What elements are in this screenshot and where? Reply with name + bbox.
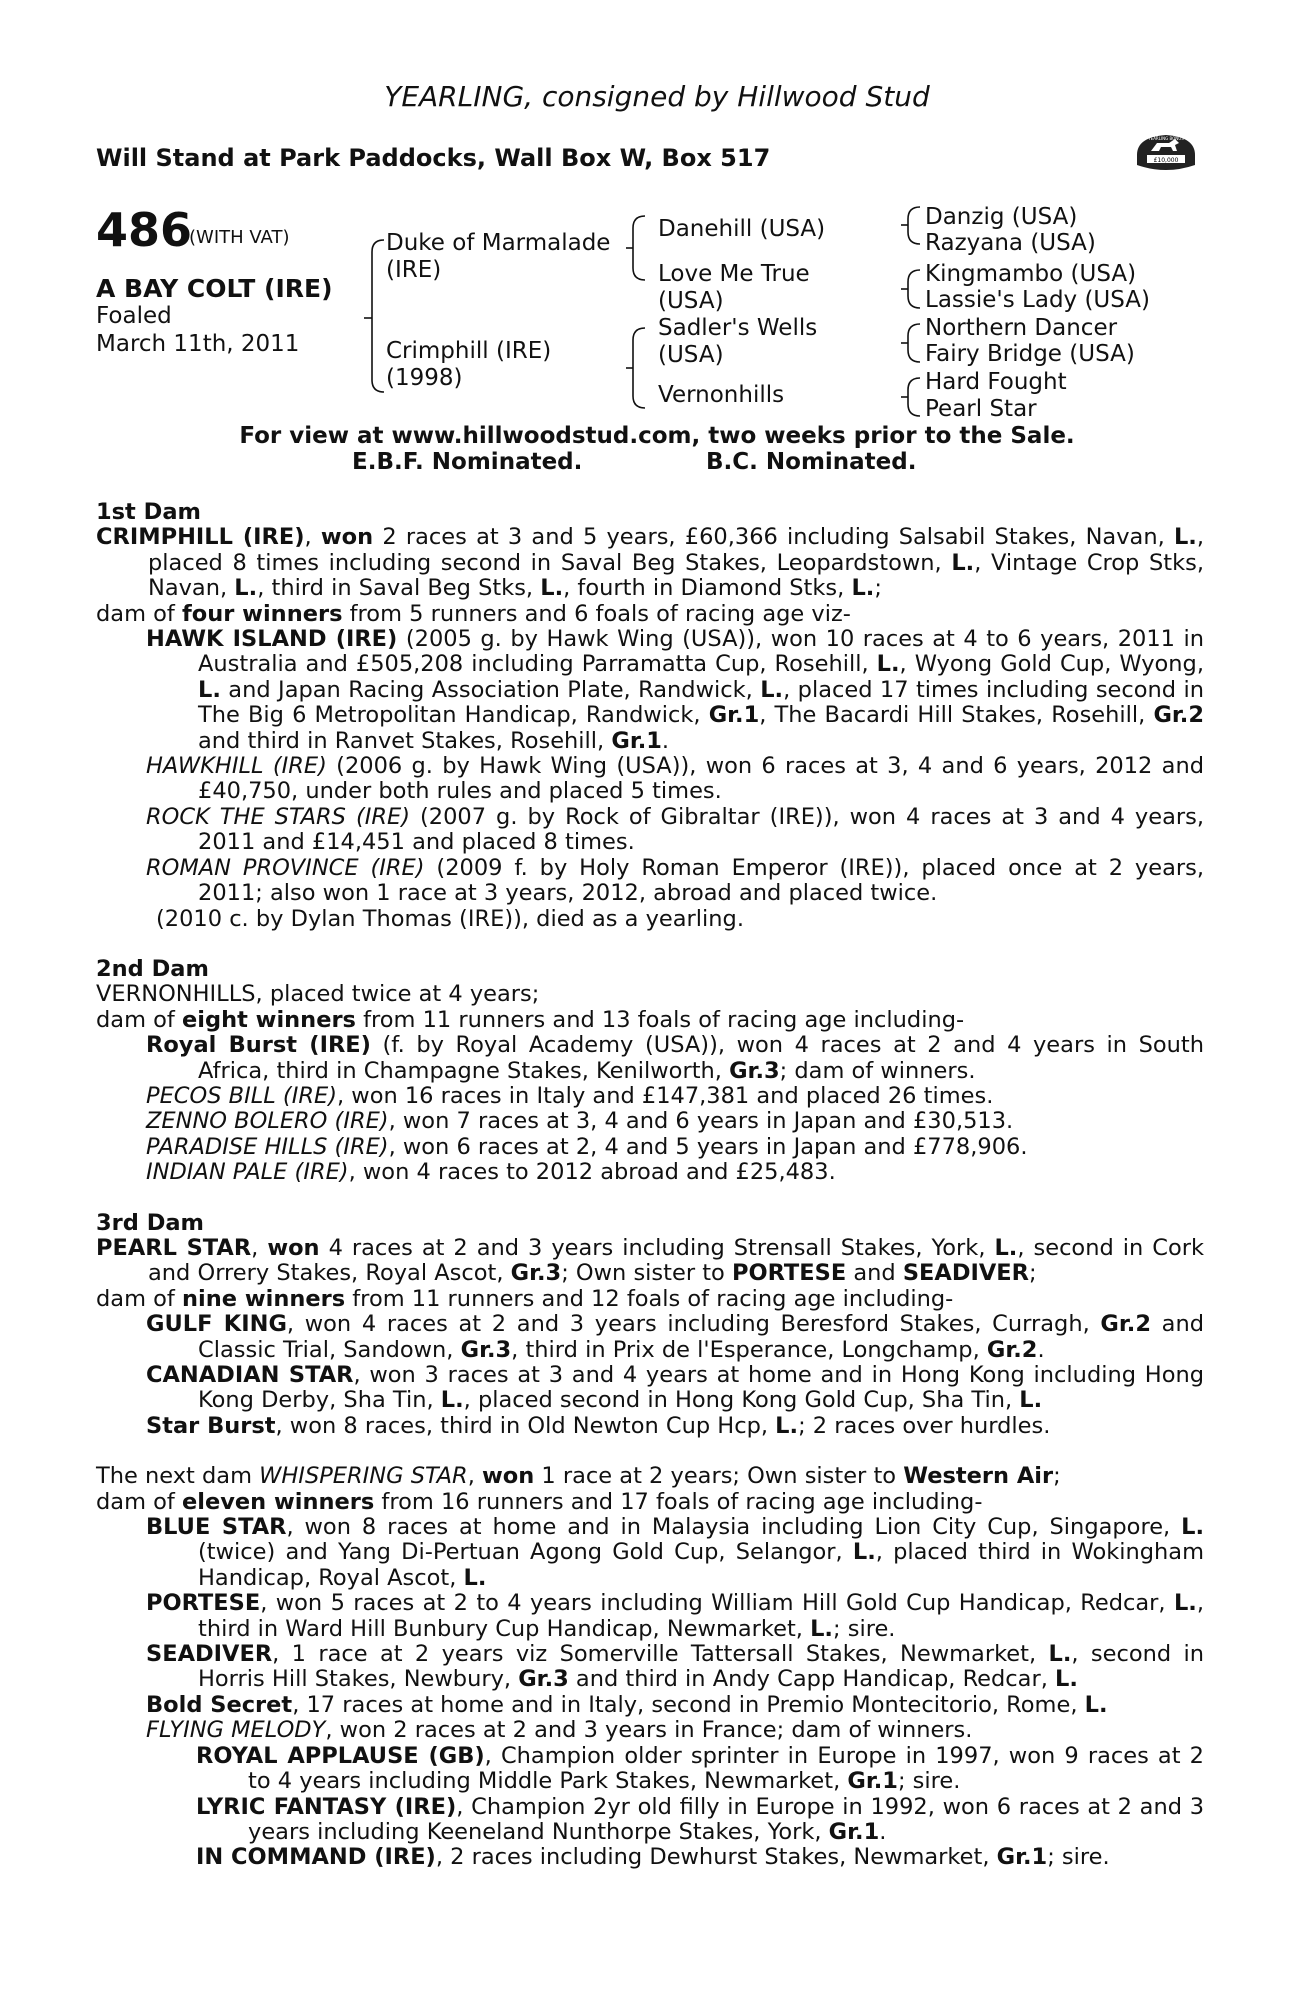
next-dam-record: The next dam WHISPERING STAR, won 1 race at 2 years; Own sister to Western Air; [96, 1463, 1061, 1490]
dam-year: (1998) [386, 365, 463, 391]
catalogue-body [96, 500, 1204, 1871]
pedigree-sdd: Lassie's Lady (USA) [925, 287, 1151, 313]
lot-number: 486 [96, 203, 193, 257]
progeny-entry: PECOS BILL (IRE), won 16 races in Italy and £147,381 and placed 26 times. [146, 1082, 994, 1109]
progeny-entry: Royal Burst (IRE) (f. by Royal Academy (USA)), won 4 races at 2 and 4 years in South Africa, third in Champagne Stakes, Kenilworth, Gr.3; dam of winners. [146, 1032, 1204, 1084]
progeny-entry: (2010 c. by Dylan Thomas (IRE)), died as a yearling. [156, 905, 744, 932]
bc-nominated: B.C. Nominated. [706, 449, 917, 475]
sire-dam-name: Love Me True [658, 261, 810, 287]
pedigree-sss: Danzig (USA) [925, 204, 1078, 230]
dam-sire-name: Sadler's Wells [658, 315, 818, 341]
progeny-entry: PARADISE HILLS (IRE), won 6 races at 2, 4 and 5 years in Japan and £778,906. [146, 1133, 1028, 1160]
sire-dam-country: (USA) [658, 288, 724, 314]
foaled-label: Foaled [96, 303, 172, 329]
first-dam-heading: 1st Dam [96, 499, 201, 525]
sire-country: (IRE) [386, 257, 442, 283]
pedigree-sds: Kingmambo (USA) [925, 261, 1137, 287]
first-dam-summary: dam of four winners from 5 runners and 6 foals of racing age viz- [96, 600, 851, 627]
pedigree-sire-dam [658, 261, 810, 315]
progeny-entry: CANADIAN STAR, won 3 races at 3 and 4 years at home and in Hong Kong including Hong Kong Derby, Sha Tin, L., placed second in Hong Kong Gold Cup, Sha Tin, L. [146, 1362, 1204, 1414]
second-dam-summary: dam of eight winners from 11 runners and 13 foals of racing age including- [96, 1006, 965, 1033]
progeny-entry: ROCK THE STARS (IRE) (2007 g. by Rock of Gibraltar (IRE)), won 4 races at 3 and 4 years, 2011 and £14,451 and placed 8 times. [146, 803, 1204, 856]
pedigree-dam-sire [658, 315, 817, 369]
progeny-entry: HAWK ISLAND (IRE) (2005 g. by Hawk Wing (USA)), won 10 races at 4 to 6 years, 2011 in Australia and £505,208 including Parramatta Cup, Rosehill, L., Wyong Gold Cup, Wyong, L. and Japan Racing Association Plate, Randwick, L., placed 17 times including second in The Big 6 Metropolitan Handicap, Randwick, Gr.1, The Bacardi Hill Stakes, Rosehill, Gr.2 and third in Ranvet Stakes, Rosehill, Gr.1. [146, 626, 1205, 754]
badge-amount: £10,000 [1153, 157, 1179, 164]
pedigree-dds: Hard Fought [925, 369, 1067, 395]
progeny-entry: HAWKHILL (IRE) (2006 g. by Hawk Wing (USA)), won 6 races at 3, 4 and 6 years, 2012 and £40,750, under both rules and placed 5 times. [146, 753, 1204, 805]
pedigree-sire-sire: Danehill (USA) [658, 216, 826, 242]
pedigree-dsd: Fairy Bridge (USA) [925, 341, 1135, 367]
foaled-date: March 11th, 2011 [96, 331, 300, 357]
stand-location: Will Stand at Park Paddocks, Wall Box W, Box 517 [96, 144, 771, 172]
progeny-entry: ZENNO BOLERO (IRE), won 7 races at 3, 4 and 6 years in Japan and £30,513. [146, 1108, 1014, 1135]
progeny-entry: PORTESE, won 5 races at 2 to 4 years including William Hill Gold Cup Handicap, Redcar, L., third in Ward Hill Bunbury Cup Handicap, Newmarket, L.; sire. [146, 1590, 1204, 1642]
pedigree-dam-dam: Vernonhills [658, 382, 785, 408]
progeny-entry: SEADIVER, 1 race at 2 years viz Somerville Tattersall Stakes, Newmarket, L., second in Horris Hill Stakes, Newbury, Gr.3 and third in Andy Capp Handicap, Redcar, L. [146, 1641, 1204, 1693]
progeny-entry: ROMAN PROVINCE (IRE) (2009 f. by Holy Roman Emperor (IRE)), placed once at 2 years, 2011; also won 1 race at 3 years, 2012, abroad and placed twice. [146, 854, 1204, 907]
progeny-entry: Star Burst, won 8 races, third in Old Newton Cup Hcp, L.; 2 races over hurdles. [146, 1412, 1051, 1439]
first-dam-record: CRIMPHILL (IRE), won 2 races at 3 and 5 years, £60,366 including Salsabil Stakes, Navan, L., placed 8 times including second in Saval Beg Stakes, Leopardstown, L., Vintage Crop Stks, Navan, L., third in Saval Beg Stks, L., fourth in Diamond Stks, L.; [96, 524, 1204, 602]
progeny-entry: BLUE STAR, won 8 races at home and in Malaysia including Lion City Cup, Singapore, L. (twice) and Yang Di-Pertuan Agong Gold Cup, Selangor, L., placed third in Wokingham Handicap, Royal Ascot, L. [146, 1514, 1204, 1591]
dam-sire-country: (USA) [658, 342, 724, 368]
next-dam-summary: dam of eleven winners from 16 runners and 17 foals of racing age including- [96, 1488, 983, 1515]
vat-label: (WITH VAT) [189, 227, 290, 248]
third-dam-heading: 3rd Dam [96, 1209, 204, 1236]
lot-title: A BAY COLT (IRE) [96, 274, 333, 303]
pedigree-ddd: Pearl Star [925, 396, 1037, 422]
grand-progeny-entry: ROYAL APPLAUSE (GB), Champion older sprinter in Europe in 1997, won 9 races at 2 to 4 years including Middle Park Stakes, Newmarket, Gr.1; sire. [196, 1742, 1204, 1795]
progeny-entry: INDIAN PALE (IRE), won 4 races to 2012 abroad and £25,483. [146, 1159, 836, 1186]
grand-progeny-entry: IN COMMAND (IRE), 2 races including Dewhurst Stakes, Newmarket, Gr.1; sire. [196, 1844, 1110, 1871]
pedigree-dss: Northern Dancer [925, 315, 1118, 341]
pedigree-sire [386, 230, 610, 284]
dam-name: Crimphill (IRE) [386, 338, 552, 364]
progeny-entry: GULF KING, won 4 races at 2 and 3 years including Beresford Stakes, Curragh, Gr.2 and Classic Trial, Sandown, Gr.3, third in Prix de l'Esperance, Longchamp, Gr.2. [146, 1311, 1204, 1363]
view-info: For view at www.hillwoodstud.com, two weeks prior to the Sale. [239, 423, 1075, 449]
second-dam-heading: 2nd Dam [96, 955, 209, 982]
third-dam-summary: dam of nine winners from 11 runners and 12 foals of racing age including- [96, 1285, 954, 1312]
consignor-line: YEARLING, consigned by Hillwood Stud [384, 80, 930, 113]
ebf-nominated: E.B.F. Nominated. [352, 449, 583, 475]
progeny-entry: FLYING MELODY, won 2 races at 2 and 3 years in France; dam of winners. [146, 1717, 973, 1744]
pedigree-ssd: Razyana (USA) [925, 230, 1096, 256]
second-dam-record: VERNONHILLS, placed twice at 4 years; [96, 981, 540, 1008]
badge-label: YEARLING BONUS [1148, 136, 1184, 141]
grand-progeny-entry: LYRIC FANTASY (IRE), Champion 2yr old filly in Europe in 1992, won 6 races at 2 and 3 years including Keeneland Nunthorpe Stakes, York, Gr.1. [196, 1793, 1205, 1845]
sire-name: Duke of Marmalade [386, 230, 611, 256]
progeny-entry: Bold Secret, 17 races at home and in Italy, second in Premio Montecitorio, Rome, L. [146, 1691, 1108, 1718]
pedigree-dam [386, 338, 551, 392]
third-dam-record: PEARL STAR, won 4 races at 2 and 3 years including Strensall Stakes, York, L., second in Cork and Orrery Stakes, Royal Ascot, Gr.3; Own sister to PORTESE and SEADIVER; [96, 1234, 1204, 1287]
